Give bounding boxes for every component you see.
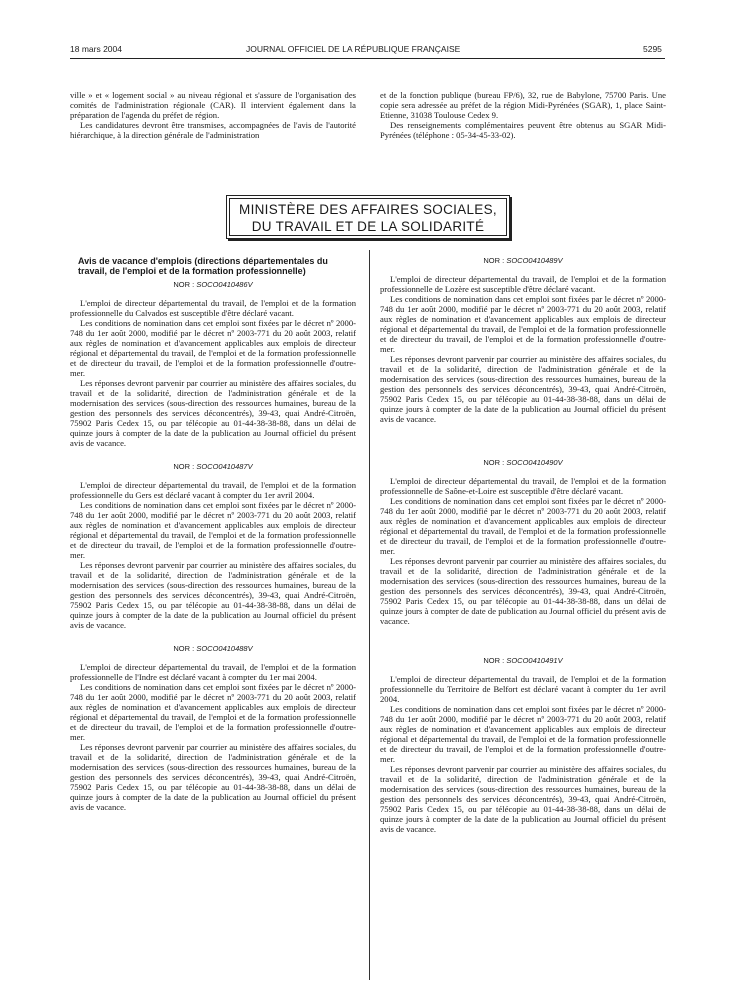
notice-responses-paragraph: Les réponses devront parvenir par courrier au ministère des affaires sociales, du travail et de la solidarité, direction de l'administration générale et de la modernisation des services (sous-direction des ressources humaines, bureau de la gestion des personnels des services déconcentrés), 39-43, quai André-Citroën, 75902 Paris Cedex 15, ou par télécopie au 01-44-38-38-88, dans un délai de quinze jours à compter de la date de la publication au Journal officiel du présent avis de vacance. [380, 764, 666, 834]
notice-indre [70, 644, 356, 812]
nor-reference: NOR : SOCO0410490V [483, 458, 563, 467]
ministry-heading-inner-frame [229, 198, 507, 236]
notice-conditions-paragraph: Les conditions de nomination dans cet emploi sont fixées par le décret nº 2000-748 du 1er août 2000, modifié par le décret nº 2003-771 du 20 août 2003, relatif aux règles de nomination et d'avancement applicables aux emplois de directeur régional et départemental du travail, de l'emploi et de la formation professionnelle et de directeur du travail, de l'emploi et de la formation professionnelle d'outre-mer. [70, 318, 356, 378]
notice-vacancy-paragraph: L'emploi de directeur départemental du travail, de l'emploi et de la formation professionnelle du Calvados est susceptible d'être déclaré vacant. [70, 298, 356, 318]
notice-vacancy-paragraph: L'emploi de directeur départemental du travail, de l'emploi et de la formation professionnelle du Gers est déclaré vacant à compter du 1er avril 2004. [70, 480, 356, 500]
notice-conditions-paragraph: Les conditions de nomination dans cet emploi sont fixées par le décret nº 2000-748 du 1er août 2000, modifié par le décret nº 2003-771 du 20 août 2003, relatif aux règles de nomination et d'avancement applicables aux emplois de directeur régional et départemental du travail, de l'emploi et de la formation professionnelle et de directeur du travail, de l'emploi et de la formation professionnelle d'outre-mer. [380, 704, 666, 764]
intro-right-paragraph-2: Des renseignements complémentaires peuvent être obtenus au SGAR Midi-Pyrénées (téléphone : 05-34-45-33-02). [380, 120, 666, 140]
nor-reference: NOR : SOCO0410491V [483, 656, 563, 665]
notice-gers [70, 462, 356, 630]
notice-territoire-de-belfort [380, 656, 666, 834]
notice-vacancy-paragraph: L'emploi de directeur départemental du travail, de l'emploi et de la formation professionnelle de Lozère est susceptible d'être déclaré vacant. [380, 274, 666, 294]
intro-left-paragraph-1: ville » et « logement social » au niveau régional et s'assure de l'organisation des comités de l'administration régionale (CAR). Il intervient également dans la préparation de l'agenda du préfet de région. [70, 90, 356, 120]
notice-responses-paragraph: Les réponses devront parvenir par courrier au ministère des affaires sociales, du travail et de la solidarité, direction de l'administration générale et de la modernisation des services (sous-direction des ressources humaines, bureau de la gestion des personnels des services déconcentrés), 39-43, quai André-Citroën, 75902 Paris Cedex 15, ou par télécopie au 01-44-38-38-88, dans un délai de quinze jours à compter de la date de la publication au Journal officiel du présent avis de vacance. [70, 378, 356, 448]
avis-title: Avis de vacance d'emplois (directions départementales du travail, de l'emploi et de la formation professionnelle) [78, 256, 328, 276]
notice-vacancy-paragraph: L'emploi de directeur départemental du travail, de l'emploi et de la formation professionnelle de Saône-et-Loire est susceptible d'être déclaré vacant. [380, 476, 666, 496]
intro-right-paragraph-1: et de la fonction publique (bureau FP/6), 32, rue de Babylone, 75700 Paris. Une copie sera adressée au préfet de la région Midi-Pyrénées (SGAR), 1, place Saint-Etienne, 31038 Toulouse Cedex 9. [380, 90, 666, 120]
nor-reference: NOR : SOCO0410486V [173, 280, 253, 289]
intro-left-column [70, 90, 356, 140]
notice-responses-paragraph: Les réponses devront parvenir par courrier au ministère des affaires sociales, du travail et de la solidarité, direction de l'administration générale et de la modernisation des services (sous-direction des ressources humaines, bureau de la gestion des personnels des services déconcentrés), 39-43, quai André-Citroën, 75902 Paris Cedex 15, ou par télécopie au 01-44-38-38-88, dans un délai de quinze jours à compter de la date de la publication au Journal officiel du présent avis de vacance. [70, 742, 356, 812]
notice-vacancy-paragraph: L'emploi de directeur départemental du travail, de l'emploi et de la formation professionnelle de l'Indre est déclaré vacant à compter du 1er mai 2004. [70, 662, 356, 682]
header-rule [70, 58, 665, 59]
notice-calvados [70, 280, 356, 448]
intro-right-column [380, 90, 666, 140]
left-column [70, 256, 356, 812]
header-date: 18 mars 2004 [70, 44, 122, 54]
ministry-heading-box [226, 195, 510, 239]
notice-responses-paragraph: Les réponses devront parvenir par courrier au ministère des affaires sociales, du travail et de la solidarité, direction de l'administration générale et de la modernisation des services (sous-direction des ressources humaines, bureau de la gestion des personnels des services déconcentrés), 39-43, quai André-Citroën, 75902 Paris Cedex 15, ou par télécopie au 01-44-38-38-88, dans un délai de quinze jours à compter de la date de la publication au Journal officiel du présent avis de vacance. [380, 354, 666, 424]
ministry-heading-line-1: MINISTÈRE DES AFFAIRES SOCIALES, [239, 202, 497, 217]
nor-reference: NOR : SOCO0410487V [173, 462, 253, 471]
right-column [380, 256, 666, 834]
notice-conditions-paragraph: Les conditions de nomination dans cet emploi sont fixées par le décret nº 2000-748 du 1er août 2000, modifié par le décret nº 2003-771 du 20 août 2003, relatif aux règles de nomination et d'avancement applicables aux emplois de directeur régional et départemental du travail, de l'emploi et de la formation professionnelle et de directeur du travail, de l'emploi et de la formation professionnelle d'outre-mer. [70, 500, 356, 560]
column-separator [369, 250, 370, 980]
intro-left-paragraph-2: Les candidatures devront être transmises, accompagnées de l'avis de l'autorité hiérarchique, à la direction générale de l'administration [70, 120, 356, 140]
notice-responses-paragraph: Les réponses devront parvenir par courrier au ministère des affaires sociales, du travail et de la solidarité, direction de l'administration générale et de la modernisation des services (sous-direction des ressources humaines, bureau de la gestion des personnels des services déconcentrés), 39-43, quai André-Citroën, 75902 Paris Cedex 15, ou par télécopie au 01-44-38-38-88, dans un délai de quinze jours à compter de date de publication au Journal officiel du présent avis de vacance. [380, 556, 666, 626]
notice-lozere [380, 256, 666, 424]
ministry-heading-line-2: DU TRAVAIL ET DE LA SOLIDARITÉ [251, 219, 485, 234]
header-journal-title: JOURNAL OFFICIEL DE LA RÉPUBLIQUE FRANÇAISE [246, 44, 461, 54]
notice-vacancy-paragraph: L'emploi de directeur départemental du travail, de l'emploi et de la formation professionnelle du Territoire de Belfort est déclaré vacant à compter du 1er avril 2004. [380, 674, 666, 704]
nor-reference: NOR : SOCO0410488V [173, 644, 253, 653]
header-page-number: 5295 [643, 44, 662, 54]
notice-conditions-paragraph: Les conditions de nomination dans cet emploi sont fixées par le décret nº 2000-748 du 1er août 2000, modifié par le décret nº 2003-771 du 20 août 2003, relatif aux règles de nomination et d'avancement applicables aux emplois de directeur régional et départemental du travail, de l'emploi et de la formation professionnelle et de directeur du travail, de l'emploi et de la formation professionnelle d'outre-mer. [70, 682, 356, 742]
notice-conditions-paragraph: Les conditions de nomination dans cet emploi sont fixées par le décret nº 2000-748 du 1er août 2000, modifié par le décret nº 2003-771 du 20 août 2003, relatif aux règles de nomination et d'avancement applicables aux emplois de directeur régional et départemental du travail, de l'emploi et de la formation professionnelle et de directeur du travail, de l'emploi et de la formation professionnelle d'outre-mer. [380, 496, 666, 556]
notice-conditions-paragraph: Les conditions de nomination dans cet emploi sont fixées par le décret nº 2000-748 du 1er août 2000, modifié par le décret nº 2003-771 du 20 août 2003, relatif aux règles de nomination et d'avancement applicables aux emplois de directeur régional et départemental du travail, de l'emploi et de la formation professionnelle et de directeur du travail, de l'emploi et de la formation professionnelle d'outre-mer. [380, 294, 666, 354]
notice-saone-et-loire [380, 458, 666, 626]
notice-responses-paragraph: Les réponses devront parvenir par courrier au ministère des affaires sociales, du travail et de la solidarité, direction de l'administration générale et de la modernisation des services (sous-direction des ressources humaines, bureau de la gestion des personnels des services déconcentrés), 39-43, quai André-Citroën, 75902 Paris Cedex 15, ou par télécopie au 01-44-38-38-88, dans un délai de quinze jours à compter de la date de la publication au Journal officiel du présent avis de vacance. [70, 560, 356, 630]
nor-reference: NOR : SOCO0410489V [483, 256, 563, 265]
